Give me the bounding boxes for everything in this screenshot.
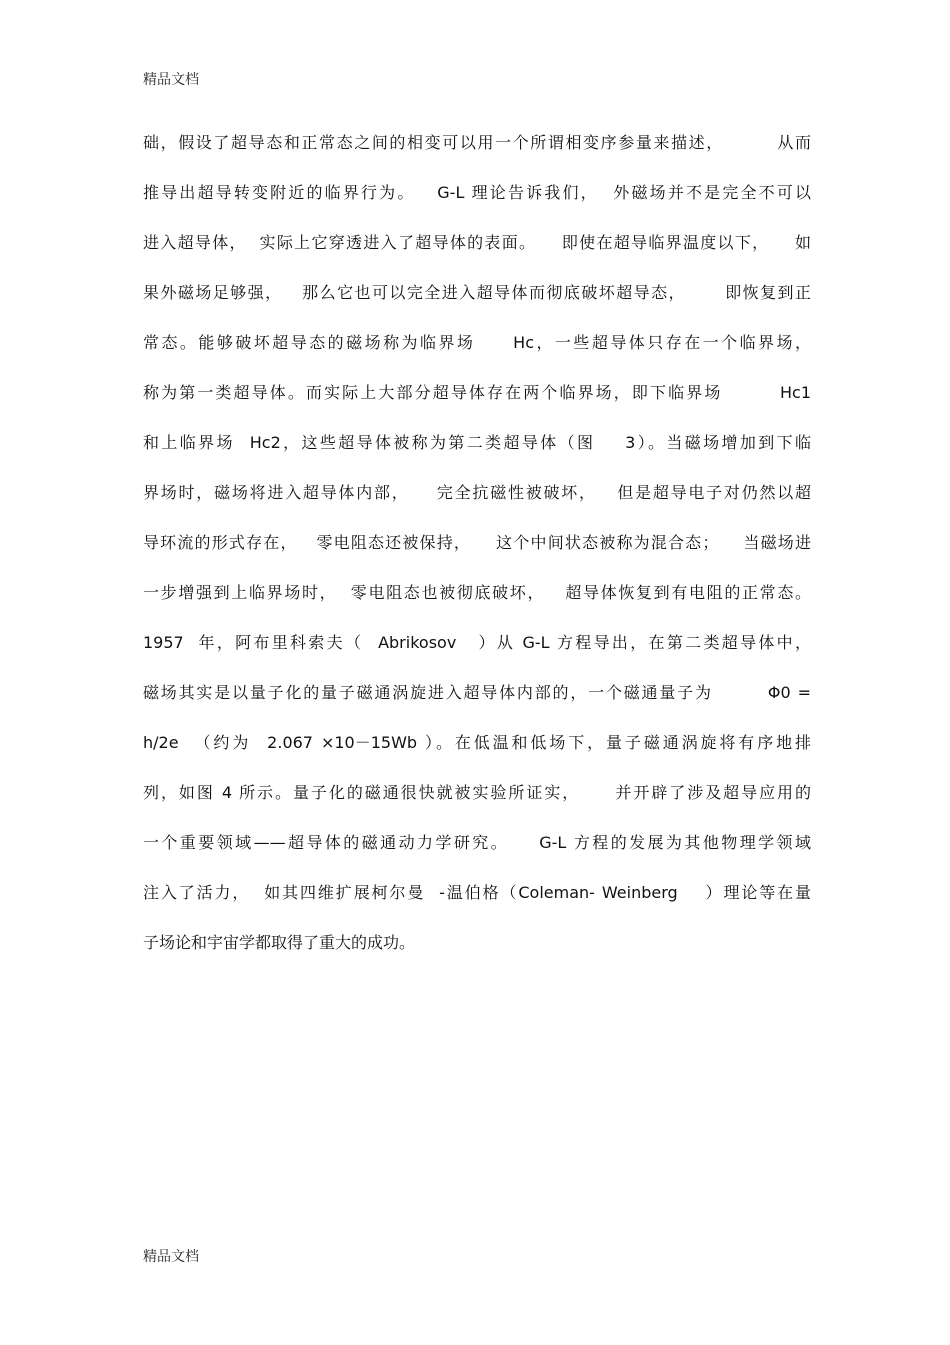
body-text — [143, 128, 811, 978]
page-footer: 精品文档 — [143, 1249, 199, 1265]
text-line: 础，假设了超导态和正常态之间的相变可以用一个所谓相变序参量来描述， 从而 — [143, 133, 811, 152]
page-header: 精品文档 — [143, 72, 199, 88]
text-line: 称为第一类超导体。而实际上大部分超导体存在两个临界场，即下临界场 Hc1 — [143, 383, 811, 402]
text-line: 进入超导体， 实际上它穿透进入了超导体的表面。 即使在超导临界温度以下， 如 — [143, 233, 811, 252]
text-line: 注入了活力， 如其四维扩展柯尔曼 -温伯格（Coleman- Weinberg ）理论等在量 — [143, 883, 811, 902]
text-line: 推导出超导转变附近的临界行为。 G-L 理论告诉我们， 外磁场并不是完全不可以 — [143, 183, 811, 202]
text-line: 磁场其实是以量子化的量子磁通涡旋进入超导体内部的，一个磁通量子为 Φ0 = — [143, 683, 811, 702]
text-line: 一个重要领域——超导体的磁通动力学研究。 G-L 方程的发展为其他物理学领域 — [143, 833, 811, 852]
text-line: 一步增强到上临界场时， 零电阻态也被彻底破坏， 超导体恢复到有电阻的正常态。 — [143, 583, 811, 602]
text-line: 列，如图 4 所示。量子化的磁通很快就被实验所证实， 并开辟了涉及超导应用的 — [143, 783, 811, 802]
text-line: 导环流的形式存在， 零电阻态还被保持， 这个中间状态被称为混合态； 当磁场进 — [143, 533, 811, 552]
text-line: 界场时，磁场将进入超导体内部， 完全抗磁性被破坏， 但是超导电子对仍然以超 — [143, 483, 811, 502]
text-line: 1957 年，阿布里科索夫（ Abrikosov ）从 G-L 方程导出，在第二类超导体中， — [143, 633, 811, 652]
text-line: 和上临界场 Hc2，这些超导体被称为第二类超导体（图 3）。当磁场增加到下临 — [143, 433, 811, 452]
text-line: 常态。能够破坏超导态的磁场称为临界场 Hc，一些超导体只存在一个临界场， — [143, 333, 811, 352]
text-line: 果外磁场足够强， 那么它也可以完全进入超导体而彻底破坏超导态， 即恢复到正 — [143, 283, 811, 302]
text-line: 子场论和宇宙学都取得了重大的成功。 — [143, 933, 416, 952]
text-line: h/2e （约为 2.067 ×10－15Wb ）。在低温和低场下，量子磁通涡旋将有序地排 — [143, 733, 811, 752]
